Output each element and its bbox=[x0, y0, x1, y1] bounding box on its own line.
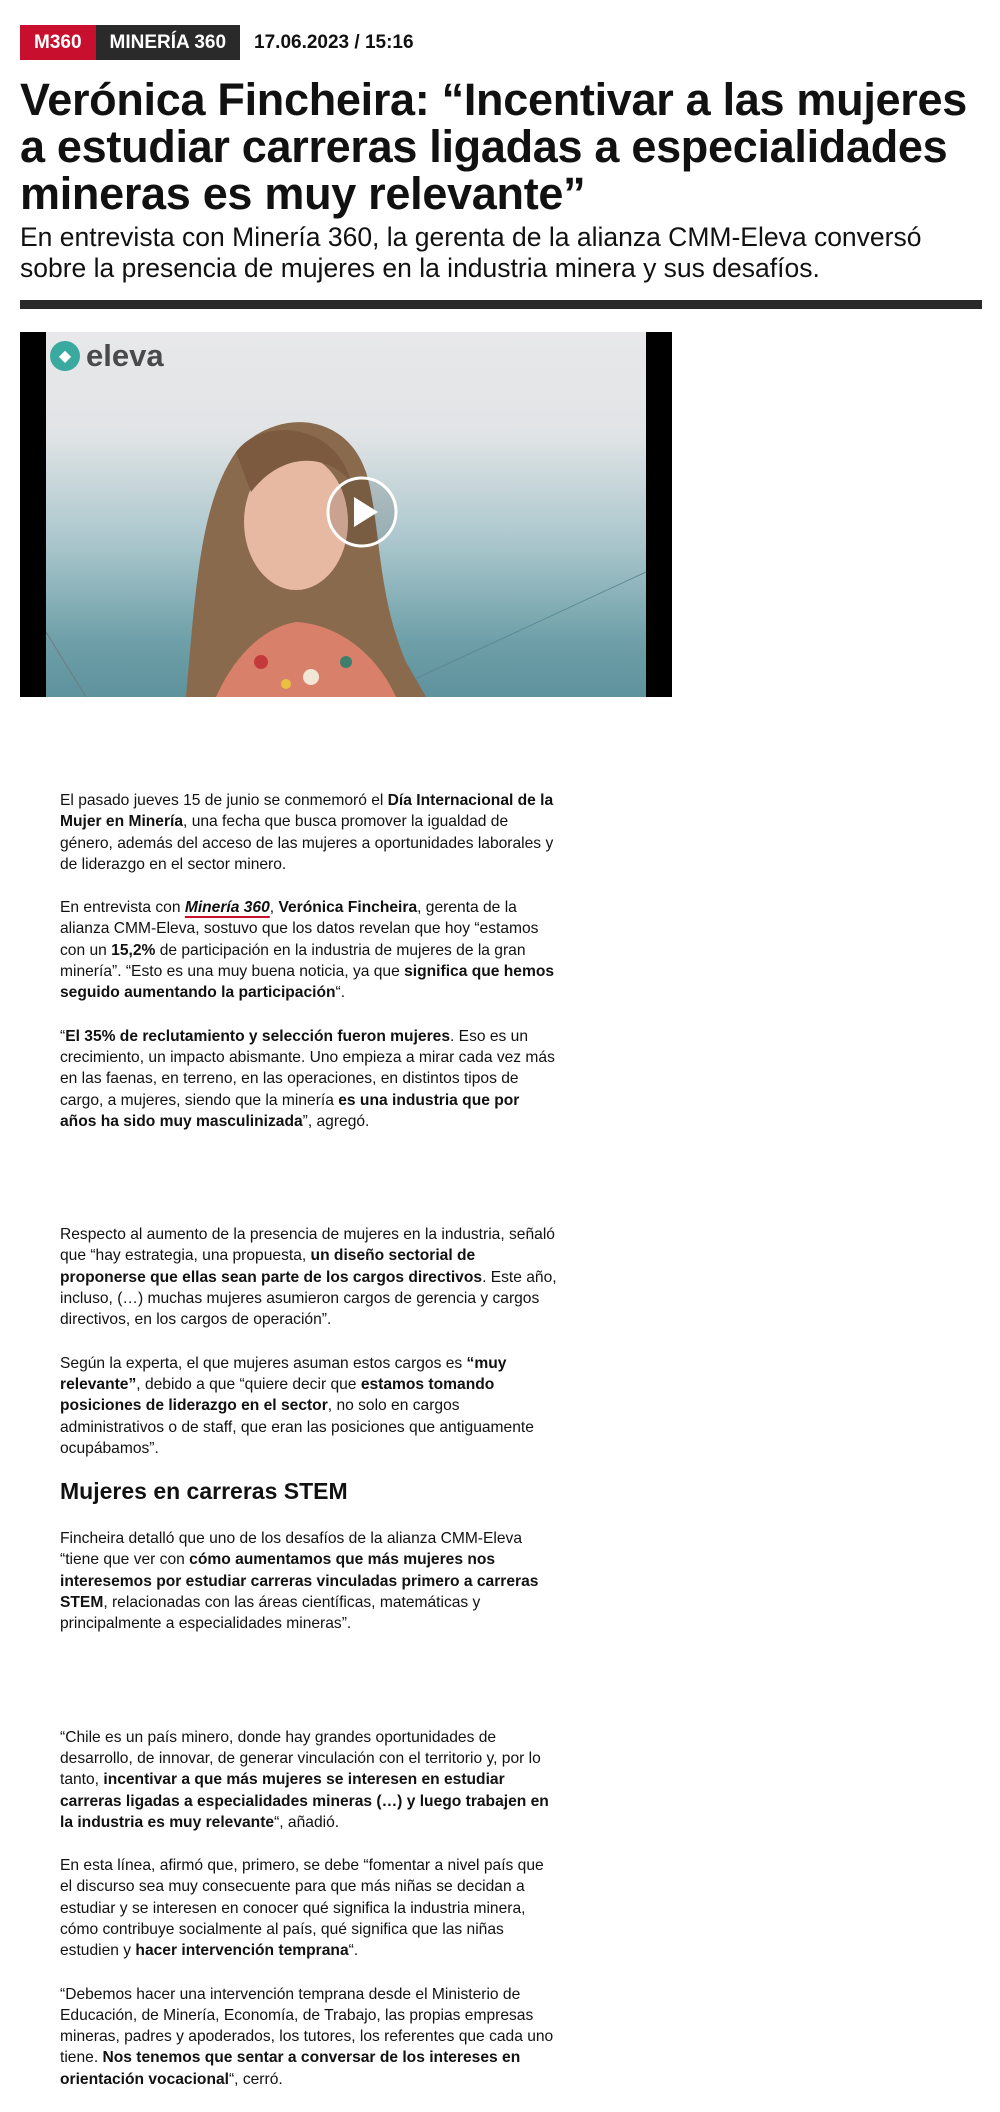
brand-code-badge[interactable]: M360 bbox=[20, 25, 96, 60]
paragraph-7: “Chile es un país minero, donde hay grandes oportunidades de desarrollo, de innovar, de generar vinculación con el territorio y, por lo tanto, incentivar a que más mujeres se interesen en estudiar carreras ligadas a especialidades mineras (…) y luego trabajen en la industria es muy relevante“, añadió. bbox=[60, 1728, 549, 1831]
paragraph-5: Según la experta, el que mujeres asuman estos cargos es “muy relevante”, debido a que “quiere decir que estamos tomando posiciones de liderazgo en el sector, no solo en cargos administrativos o de staff, que eran las posiciones que antiguamente ocupábamos”. bbox=[60, 1354, 534, 1457]
paragraph-2: En entrevista con Minería 360, Verónica Fincheira, gerenta de la alianza CMM-Eleva, sostuvo que los datos revelan que hoy “estamos con un 15,2% de participación en la industria de mujeres de la gran minería”. “Esto es una muy buena noticia, ya que significa que hemos seguido aumentando la participación“. bbox=[60, 899, 555, 1002]
mineria-360-link[interactable]: Minería 360 bbox=[184, 899, 270, 917]
video-player[interactable] bbox=[20, 332, 672, 697]
paragraph-1: El pasado jueves 15 de junio se conmemoró el Día Internacional de la Mujer en Minería, una fecha que busca promover la igualdad de género, además del acceso de las mujeres a oportunidades laborales y de liderazgo en el sector minero. bbox=[60, 792, 554, 873]
paragraph-4: Respecto al aumento de la presencia de mujeres en la industria, señaló que “hay estrategia, una propuesta, un diseño sectorial de proponerse que ellas sean parte de los cargos directivos. Este año, incluso, (…) muchas mujeres asumieron cargos de gerencia y cargos directivos, en los cargos de operación”. bbox=[60, 1226, 557, 1329]
article-subtitle: En entrevista con Minería 360, la gerenta de la alianza CMM-Eleva conversó sobre la presencia de mujeres en la industria minera y sus desafíos. bbox=[20, 222, 922, 283]
play-icon[interactable] bbox=[326, 476, 398, 548]
section-heading-stem: Mujeres en carreras STEM bbox=[60, 1478, 348, 1505]
article-meta bbox=[20, 25, 414, 60]
header-divider bbox=[20, 300, 982, 309]
article-title: Verónica Fincheira: “Incentivar a las mujeres a estudiar carreras ligadas a especialidades mineras es muy relevante” bbox=[20, 74, 967, 219]
eleva-logo-icon: ◆ bbox=[50, 341, 80, 371]
video-thumbnail[interactable] bbox=[46, 332, 646, 697]
eleva-logo bbox=[50, 338, 164, 374]
spacer bbox=[60, 1154, 560, 1224]
eleva-logo-text: eleva bbox=[86, 338, 164, 373]
spacer bbox=[60, 1657, 560, 1727]
paragraph-9: “Debemos hacer una intervención temprana desde el Ministerio de Educación, de Minería, Economía, de Trabajo, las propias empresas mineras, padres y apoderados, los tutores, los referentes que cada uno tiene. Nos tenemos que sentar a conversar de los intereses en orientación vocacional“, cerró. bbox=[60, 1985, 554, 2088]
brand-name-badge[interactable]: MINERÍA 360 bbox=[96, 25, 241, 60]
paragraph-3: “El 35% de reclutamiento y selección fueron mujeres. Eso es un crecimiento, un impacto abismante. Uno empieza a mirar cada vez más en las faenas, en terreno, en las operaciones, en distintos tipos de cargo, a mujeres, siendo que la minería es una industria que por años ha sido muy masculinizada”, agregó. bbox=[60, 1027, 555, 1130]
article-body bbox=[60, 790, 560, 2112]
publish-datetime: 17.06.2023 / 15:16 bbox=[254, 31, 414, 53]
paragraph-6: Fincheira detalló que uno de los desafíos de la alianza CMM-Eleva “tiene que ver con cómo aumentamos que más mujeres nos interesemos por estudiar carreras vinculadas primero a carreras STEM, relacionadas con las áreas científicas, matemáticas y principalmente a especialidades mineras”. bbox=[60, 1530, 539, 1633]
paragraph-8: En esta línea, afirmó que, primero, se debe “fomentar a nivel país que el discurso sea muy consecuente para que más niñas se decidan a estudiar y se interesen en conocer qué significa la industria minera, cómo contribuye socialmente al país, qué significa que las niñas estudien y hacer intervención temprana“. bbox=[60, 1857, 544, 1960]
